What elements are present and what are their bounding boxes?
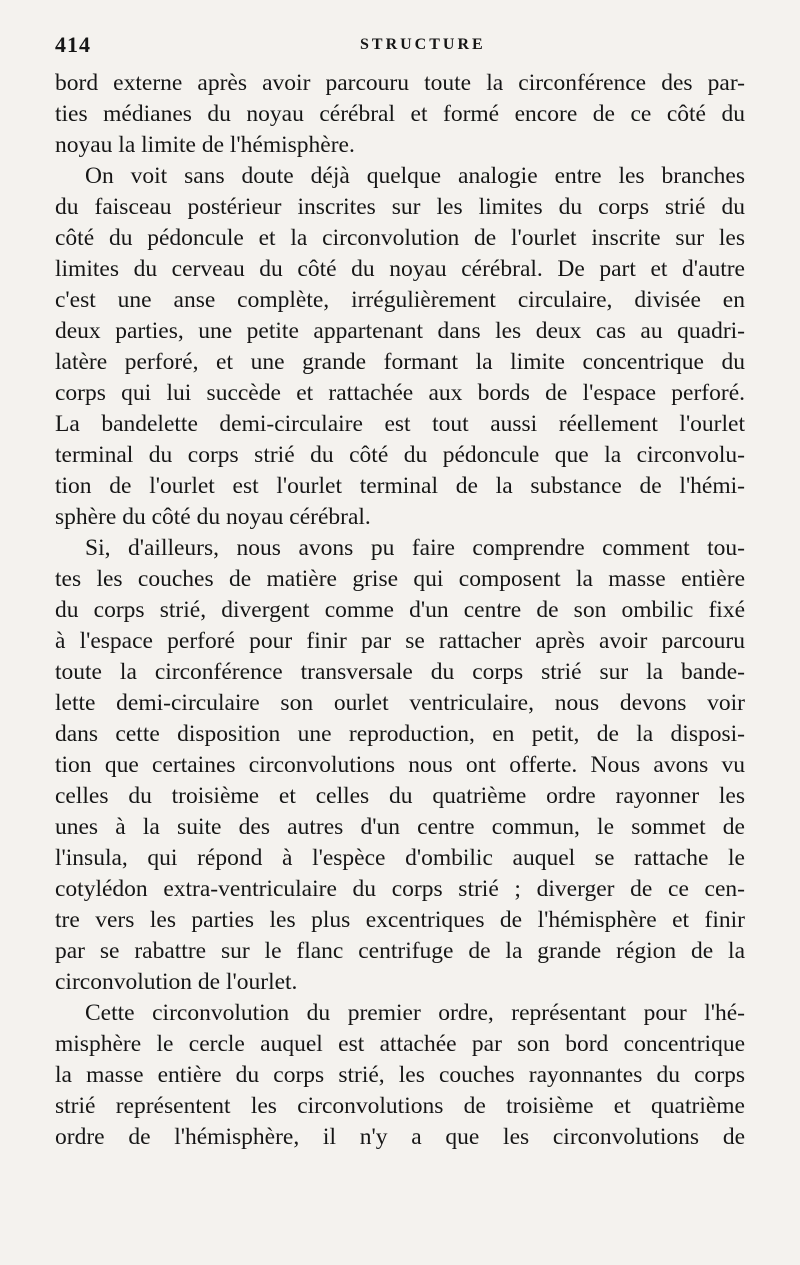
- text-line: cotylédon extra-ventriculaire du corps strié ; diverger de ce cen-: [55, 876, 745, 902]
- text-line: toute la circonférence transversale du corps strié sur la bande-: [55, 659, 745, 685]
- text-line: strié représentent les circonvolutions de troisième et quatrième: [55, 1093, 745, 1119]
- text-line: tre vers les parties les plus excentriques de l'hémisphère et finir: [55, 907, 745, 933]
- text-line: terminal du corps strié du côté du pédoncule que la circonvolu-: [55, 442, 745, 468]
- text-line: l'insula, qui répond à l'espèce d'ombilic auquel se rattache le: [55, 845, 745, 871]
- text-line: tion que certaines circonvolutions nous ont offerte. Nous avons vu: [55, 752, 745, 778]
- text-line: dans cette disposition une reproduction, en petit, de la disposi-: [55, 721, 745, 747]
- text-line: ties médianes du noyau cérébral et formé encore de ce côté du: [55, 101, 745, 127]
- page-header: [55, 30, 745, 66]
- text-line: limites du cerveau du côté du noyau cérébral. De part et d'autre: [55, 256, 745, 282]
- text-line: bord externe après avoir parcouru toute la circonférence des par-: [55, 70, 745, 96]
- text-line: Si, d'ailleurs, nous avons pu faire comprendre comment tou-: [85, 535, 745, 561]
- text-line: à l'espace perforé pour finir par se rattacher après avoir parcouru: [55, 628, 745, 654]
- page-number: 414: [55, 32, 91, 57]
- text-line: On voit sans doute déjà quelque analogie entre les branches: [85, 163, 745, 189]
- text-line: du faisceau postérieur inscrites sur les limites du corps strié du: [55, 194, 745, 220]
- text-line: unes à la suite des autres d'un centre commun, le sommet de: [55, 814, 745, 840]
- text-line: latère perforé, et une grande formant la limite concentrique du: [55, 349, 745, 375]
- body-text: [55, 68, 745, 1153]
- text-line: tes les couches de matière grise qui composent la masse entière: [55, 566, 745, 592]
- text-line: celles du troisième et celles du quatrième ordre rayonner les: [55, 783, 745, 809]
- text-line: Cette circonvolution du premier ordre, représentant pour l'hé-: [85, 1000, 745, 1026]
- text-line: par se rabattre sur le flanc centrifuge de la grande région de la: [55, 938, 745, 964]
- running-title: STRUCTURE: [360, 36, 486, 53]
- text-line: sphère du côté du noyau cérébral.: [55, 504, 371, 530]
- text-line: lette demi-circulaire son ourlet ventriculaire, nous devons voir: [55, 690, 745, 716]
- text-line: la masse entière du corps strié, les couches rayonnantes du corps: [55, 1062, 745, 1088]
- text-line: du corps strié, divergent comme d'un centre de son ombilic fixé: [55, 597, 745, 623]
- text-line: noyau la limite de l'hémisphère.: [55, 132, 355, 158]
- text-line: ordre de l'hémisphère, il n'y a que les circonvolutions de: [55, 1124, 745, 1150]
- text-line: circonvolution de l'ourlet.: [55, 969, 298, 995]
- text-line: corps qui lui succède et rattachée aux bords de l'espace perforé.: [55, 380, 745, 406]
- text-line: c'est une anse complète, irrégulièrement circulaire, divisée en: [55, 287, 745, 313]
- text-line: La bandelette demi-circulaire est tout aussi réellement l'ourlet: [55, 411, 745, 437]
- text-line: deux parties, une petite appartenant dans les deux cas au quadri-: [55, 318, 745, 344]
- text-line: tion de l'ourlet est l'ourlet terminal de la substance de l'hémi-: [55, 473, 745, 499]
- text-line: misphère le cercle auquel est attachée par son bord concentrique: [55, 1031, 745, 1057]
- text-line: côté du pédoncule et la circonvolution de l'ourlet inscrite sur les: [55, 225, 745, 251]
